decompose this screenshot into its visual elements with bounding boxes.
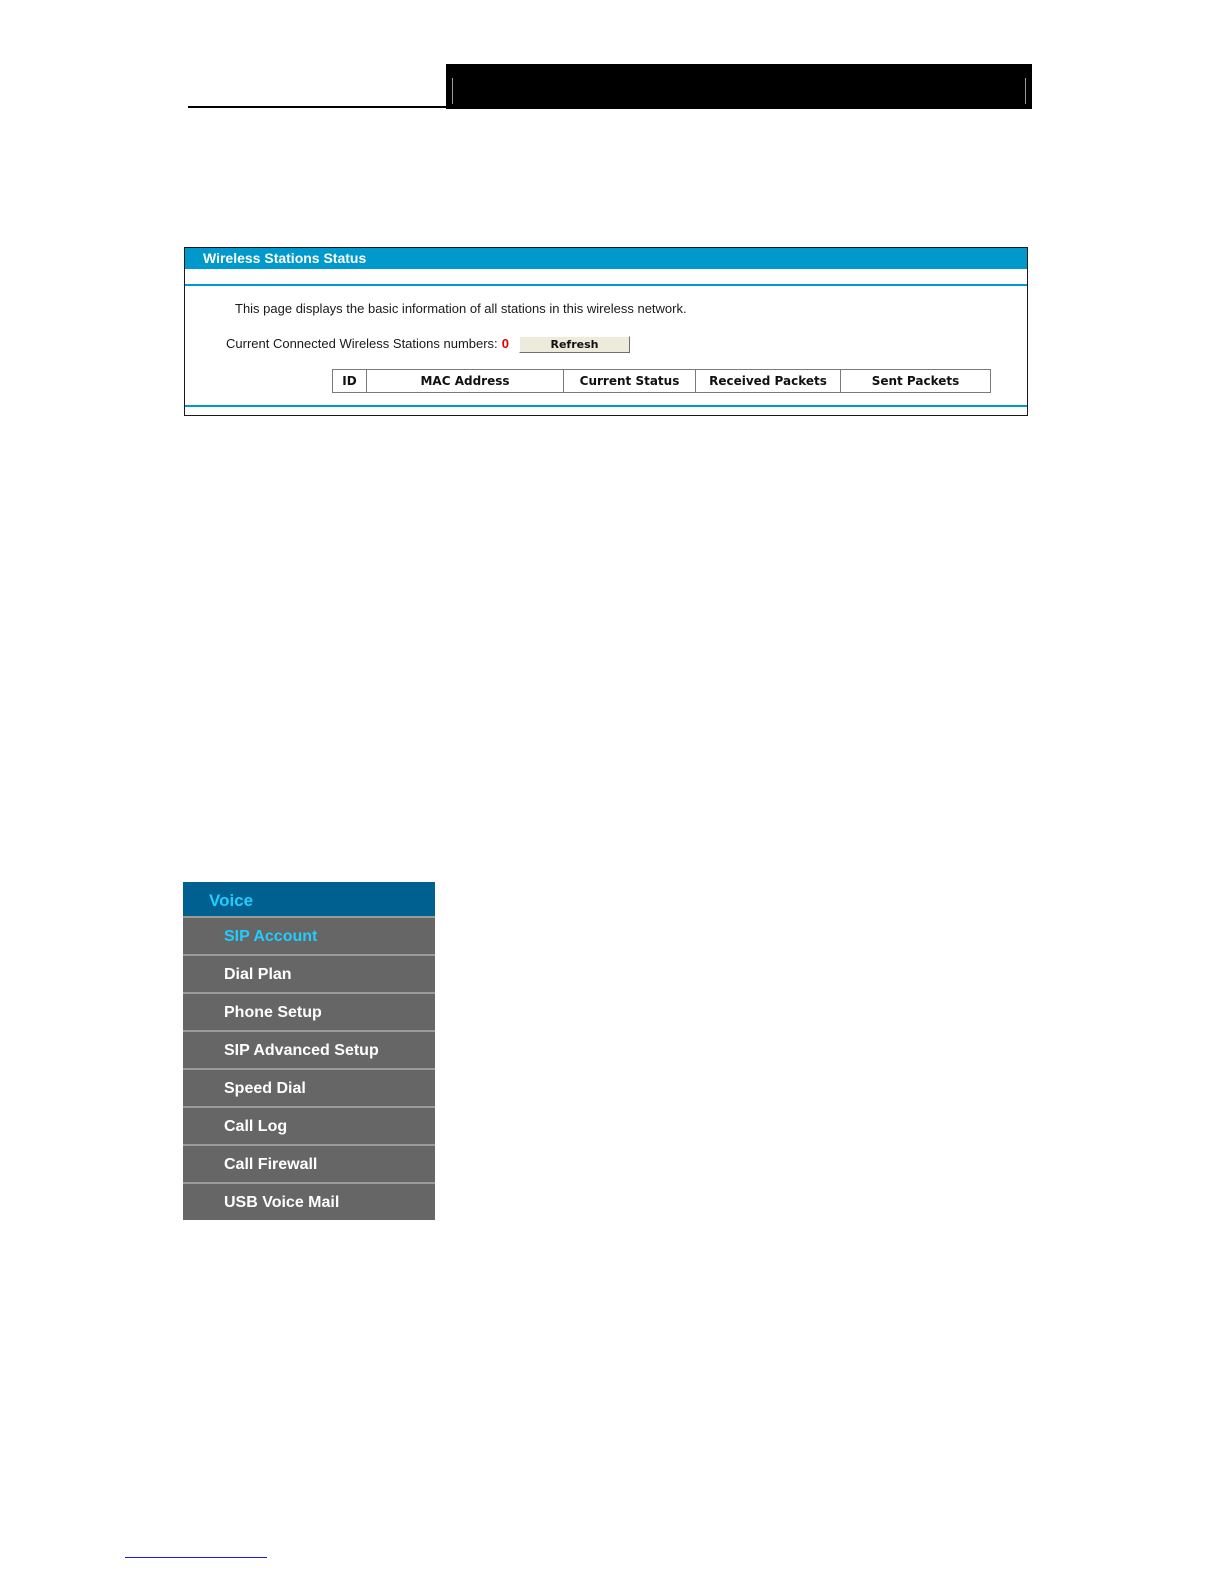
panel-title: Wireless Stations Status — [185, 248, 1027, 269]
menu-item-dial-plan[interactable]: Dial Plan — [183, 956, 435, 994]
panel-divider-top — [185, 284, 1027, 286]
menu-item-phone-setup[interactable]: Phone Setup — [183, 994, 435, 1032]
menu-item-sip-advanced-setup[interactable]: SIP Advanced Setup — [183, 1032, 435, 1070]
panel-description: This page displays the basic information of all stations in this wireless network. — [235, 301, 687, 316]
menu-item-call-log[interactable]: Call Log — [183, 1108, 435, 1146]
menu-item-sip-account[interactable]: SIP Account — [183, 918, 435, 956]
station-count-row — [226, 336, 509, 351]
stations-table — [332, 369, 991, 393]
menu-item-speed-dial[interactable]: Speed Dial — [183, 1070, 435, 1108]
menu-item-usb-voice-mail[interactable]: USB Voice Mail — [183, 1184, 435, 1220]
column-header-current-status: Current Status — [564, 370, 696, 393]
menu-item-call-firewall[interactable]: Call Firewall — [183, 1146, 435, 1184]
menu-item-voice[interactable]: Voice — [183, 882, 435, 918]
column-header-received-packets: Received Packets — [696, 370, 841, 393]
column-header-mac-address: MAC Address — [367, 370, 564, 393]
footer-link-underline — [125, 1557, 267, 1558]
station-count-value: 0 — [501, 336, 509, 351]
panel-divider-bottom — [185, 405, 1027, 407]
header-rule — [188, 106, 448, 108]
station-count-label: Current Connected Wireless Stations numbers: — [226, 336, 498, 351]
voice-menu — [183, 882, 435, 1220]
wireless-stations-panel — [184, 247, 1028, 416]
refresh-button[interactable]: Refresh — [519, 336, 630, 353]
table-header-row — [333, 370, 991, 393]
column-header-id: ID — [333, 370, 367, 393]
column-header-sent-packets: Sent Packets — [841, 370, 991, 393]
header-bar — [446, 64, 1032, 109]
